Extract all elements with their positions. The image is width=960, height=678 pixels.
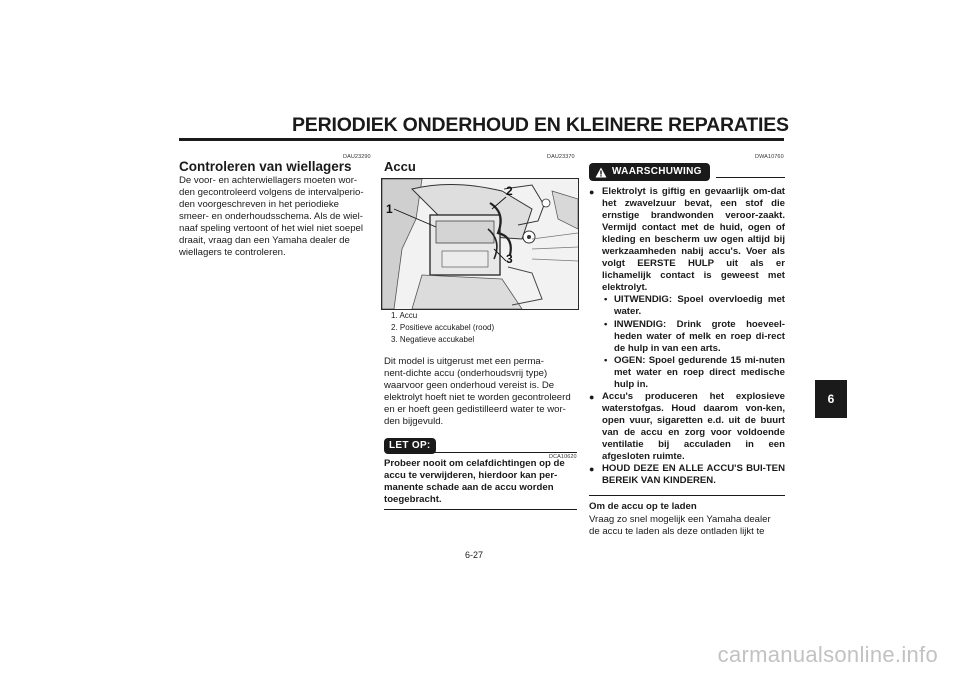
text-line: nent-dichte accu (onderhoudsvrij type) <box>384 368 548 380</box>
warning-bottom-rule <box>589 495 785 496</box>
sub-bullet: • UITWENDIG: Spoel overvloedig met water. <box>602 294 785 318</box>
text-line: Dit model is uitgerust met een perma- <box>384 356 544 367</box>
battery-illustration <box>382 179 578 309</box>
header-rule <box>179 138 784 141</box>
warning-triangle-icon <box>595 167 607 178</box>
page-header-title: PERIODIEK ONDERHOUD EN KLEINERE REPARATIES <box>292 114 789 136</box>
legend-item: 2. Positieve accukabel (rood) <box>391 323 495 333</box>
page-number: 6-27 <box>465 550 484 560</box>
opladen-text <box>589 514 785 538</box>
warning-code: DWA10760 <box>755 154 784 160</box>
figure-legend <box>391 310 494 347</box>
warning-list <box>589 186 785 487</box>
notice-text <box>384 458 577 506</box>
text-line: den gecontroleerd volgens de intervalperio- <box>179 187 364 199</box>
bullet-text: Accu's produceren het explosieve waterstofgas. Houd daarom von-ken, open vuur, sigaretten e.d. uit de buurt van de accu en zorg voor voldoende ventilatie bij acculaden in een afgesloten ruimte. <box>602 390 785 463</box>
text-line: Vraag zo snel mogelijk een Yamaha dealer <box>589 514 771 525</box>
bullet-text: HOUD DEZE EN ALLE ACCU'S BUI-TEN BEREIK VAN KINDEREN. <box>602 463 785 487</box>
notice-label: LET OP: <box>384 438 436 454</box>
warning-label <box>589 163 710 181</box>
battery-figure <box>381 178 579 310</box>
warning-label-text: WAARSCHUWING <box>612 166 702 177</box>
legend-item: 3. Negatieve accukabel <box>391 335 475 345</box>
callout-3: 3 <box>506 252 513 266</box>
accu-text <box>384 356 577 428</box>
callout-2: 2 <box>506 184 513 198</box>
text-line: Probeer nooit om celafdichtingen op de <box>384 458 565 469</box>
text-line: waarvoor geen onderhoud vereist is. De <box>384 380 555 392</box>
legend-item: 1. Accu <box>391 311 418 320</box>
text-line: draait, vraag dan een Yamaha dealer de <box>179 235 350 247</box>
text-line: accu te verwijderen, hierdoor kan per- <box>384 470 558 482</box>
section-heading-wiellagers: Controleren van wiellagers <box>179 159 352 174</box>
section-heading-accu: Accu <box>384 159 416 174</box>
sub-bullet: • OGEN: Spoel gedurende 15 mi-nuten met water en roep direct medische hulp in. <box>602 355 785 391</box>
text-line: naaf speling vertoont of het wiel niet soepel <box>179 223 364 235</box>
notice-bottom-rule <box>384 509 577 510</box>
section-code: DAU23370 <box>547 154 575 160</box>
text-line: smeer- en onderhoudsschema. Als de wiel- <box>179 211 363 223</box>
text-line: De voor- en achterwiellagers moeten wor- <box>179 175 358 186</box>
text-line: manente schade aan de accu worden <box>384 482 554 494</box>
wiellagers-text <box>179 175 373 259</box>
section-code: DAU23290 <box>343 154 371 160</box>
text-line: den voorgeschreven in het periodieke <box>179 199 340 211</box>
chapter-tab: 6 <box>815 380 847 418</box>
warning-bullet <box>589 391 785 463</box>
sub-bullet-list <box>602 294 785 390</box>
text-line: den bijgevuld. <box>384 416 444 428</box>
bullet-text: Elektrolyt is giftig en gevaarlijk om-dat het zwavelzuur bevat, een stof die ernstige brandwonden veroor-zaakt. Vermijd contact met de huid, ogen of kleding en bescherm uw ogen altijd bij werkzaamheden nabij accu's. Voer als volgt EERSTE HULP uit als er lichamelijk contact is geweest met elektrolyt. <box>602 186 785 294</box>
warning-bullet <box>589 463 785 487</box>
callout-1: 1 <box>386 202 393 216</box>
sub-bullet: • INWENDIG: Drink grote hoeveel-heden water of melk en roep di-rect de hulp in van een arts. <box>602 319 785 355</box>
warning-bullet <box>589 186 785 391</box>
text-line: toegebracht. <box>384 494 442 506</box>
warning-top-rule <box>716 177 785 178</box>
text-line: wiellagers te controleren. <box>179 247 286 259</box>
text-line: de accu te laden als deze ontladen lijkt te <box>589 526 765 538</box>
text-line: elektrolyt hoeft niet te worden gecontroleerd <box>384 392 571 404</box>
subheading-opladen: Om de accu op te laden <box>589 501 697 512</box>
watermark: carmanualsonline.info <box>717 642 938 667</box>
text-line: en er hoeft geen gedistilleerd water te wor- <box>384 404 566 416</box>
notice-top-rule <box>434 452 577 453</box>
notice-code: DCA10620 <box>549 454 577 460</box>
